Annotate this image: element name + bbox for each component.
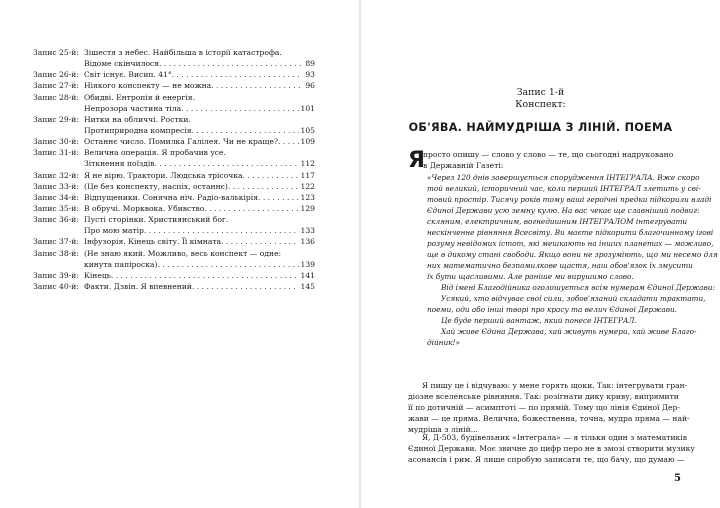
toc-entry-label: Запис 29-й:	[33, 114, 79, 124]
toc-title-text: Зішестя з небес. Найбільша в історії катастрофа.	[84, 48, 282, 57]
toc-entry-label: Запис 39-й:	[33, 270, 79, 280]
toc-page-number: 109	[300, 137, 315, 147]
chapter-subtitle: Конспект:	[515, 99, 566, 110]
main2-line: асонансів і рим. Я лише спробую записати те, що бачу, що думаю —	[408, 455, 685, 464]
table-of-contents	[33, 47, 315, 292]
toc-entry-label: Запис 37-й:	[33, 237, 79, 247]
toc-entry-label: Запис 27-й:	[33, 81, 79, 91]
toc-entry-label: Запис 28-й:	[33, 92, 79, 102]
toc-title-text: Відпущеники. Сонячна ніч. Радіо-валькірія	[84, 192, 259, 202]
toc-leader-dots	[211, 80, 303, 91]
toc-entry-label: Запис 33-й:	[33, 181, 79, 191]
left-page	[0, 0, 359, 508]
page-number: 5	[674, 473, 681, 484]
toc-row	[33, 248, 315, 259]
quote-line: Від імені Благодійника оголошується всім нумерам Єдиної Держави:	[441, 283, 715, 292]
toc-entry-title	[84, 158, 315, 169]
chapter-title: ОБ'ЯВА. НАЙМУДРІША З ЛІНІЙ. ПОЕМА	[408, 121, 673, 134]
toc-row	[33, 158, 315, 169]
toc-entry-title	[84, 103, 315, 114]
toc-leader-dots	[258, 192, 298, 203]
toc-page-number: 141	[300, 270, 315, 280]
main1-line: Я пишу це і відчуваю: у мене горять щоки. Так: інтегрувати гран-	[422, 381, 688, 390]
main2-line: Я, Д-503, будівельник «Інтеграла» — я тільки один з математиків	[422, 433, 687, 442]
toc-page-number: 122	[300, 181, 315, 191]
toc-title-text: кинута папіроска)	[84, 259, 158, 269]
toc-leader-dots	[228, 181, 299, 192]
toc-entry-title	[84, 181, 315, 192]
toc-entry-title	[84, 270, 315, 281]
toc-page-number: 139	[300, 259, 315, 269]
toc-entry-title	[84, 147, 315, 158]
toc-entry-title	[84, 281, 315, 292]
toc-page-number: 117	[300, 170, 315, 180]
quote-line: їх бути щасливими. Але раніше ми вирушимо слово.	[427, 272, 634, 281]
toc-entry-title	[84, 214, 315, 225]
toc-title-text: Пусті сторінки. Християнський бог.	[84, 215, 229, 225]
toc-entry-title	[84, 203, 315, 214]
body-paragraph-1	[408, 380, 690, 435]
toc-title-text: Велична операція. Я пробачив усе.	[84, 148, 226, 158]
quote-line: поеми, оди або інші творі про красу та велич Єдиної Держави.	[427, 305, 677, 314]
toc-entry-title	[84, 170, 315, 181]
toc-leader-dots	[157, 259, 298, 270]
toc-title-text: Останнє число. Помилка Галілея. Чи не краще?	[84, 137, 279, 147]
body-paragraph-2	[408, 432, 695, 465]
toc-row	[33, 69, 315, 80]
toc-entry-label: Запис 31-й:	[33, 148, 79, 158]
toc-title-text: (Не знаю який. Можливо, весь конспект — одне:	[84, 248, 282, 258]
toc-title-text: Відоме скінчилося	[84, 59, 160, 69]
toc-entry-title	[84, 69, 315, 80]
toc-title-text: Інфузорія. Кінець світу. Її кімната	[84, 237, 222, 247]
toc-page-number: 136	[300, 237, 315, 247]
toc-title-text: Світ існує. Висип. 41°	[84, 70, 172, 80]
quote-line: Це буде перший вантаж, який понесе ІНТЕГРАЛ.	[441, 316, 637, 325]
toc-title-text: Кінець	[84, 270, 111, 280]
quote-line: товий простір. Тисячу років тому ваші героїчні предки підкорили владі	[427, 195, 712, 204]
toc-entry-label: Запис 34-й:	[33, 192, 79, 202]
toc-leader-dots	[204, 203, 298, 214]
toc-page-number: 105	[300, 125, 315, 135]
toc-entry-label: Запис 40-й:	[33, 281, 79, 291]
drop-cap: Я	[408, 148, 425, 173]
toc-row	[33, 136, 315, 147]
toc-page-number: 129	[300, 203, 315, 213]
main1-line: мудріша з ліній...	[408, 425, 478, 434]
toc-row	[33, 47, 315, 58]
toc-entry-title	[84, 236, 315, 247]
toc-page-number: 93	[305, 70, 315, 80]
toc-entry-title	[84, 80, 315, 91]
quote-line: них математично безпомилкове щастя, наш обов'язок їх змусити	[427, 261, 693, 270]
toc-leader-dots	[192, 125, 299, 136]
toc-entry-label: Запис 35-й:	[33, 203, 79, 213]
intro-line: просто опишу — слово у слово — те, що сьогодні надруковано	[423, 150, 674, 159]
main2-line: Єдиної Держави. Моє звичне до цифр перо не в змозі створити музику	[408, 444, 695, 453]
toc-title-text: Про мою матір	[84, 226, 144, 236]
toc-title-text: Я не вірю. Трактори. Людська трісочка	[84, 170, 243, 180]
toc-entry-title	[84, 248, 315, 259]
toc-page-number: 145	[300, 281, 315, 291]
toc-entry-label: Запис 25-й:	[33, 48, 79, 57]
toc-title-text: Факти. Дзвін. Я впевнений	[84, 281, 192, 291]
toc-title-text: Нитки на обличчі. Ростки.	[84, 114, 191, 124]
toc-entry-label: Запис 36-й:	[33, 215, 79, 225]
quote-line: «Через 120 днів завершується спорудження ІНТЕГРАЛА. Вже скоро	[427, 173, 700, 182]
toc-row	[33, 270, 315, 281]
newspaper-quote	[427, 173, 718, 349]
toc-entry-title	[84, 259, 315, 270]
toc-page-number: 112	[300, 159, 315, 169]
intro-line: в Державній Газеті:	[423, 161, 504, 170]
toc-row	[33, 281, 315, 292]
toc-entry-title	[84, 225, 315, 236]
toc-row	[33, 147, 315, 158]
quote-line: Усякий, хто відчуває свої сили, зобов'язаний складати трактати,	[441, 294, 706, 303]
toc-entry-label: Запис 32-й:	[33, 170, 79, 180]
toc-row	[33, 92, 315, 103]
toc-leader-dots	[243, 170, 299, 181]
toc-page-number: 123	[300, 192, 315, 202]
toc-page-number: 96	[305, 81, 315, 91]
quote-line: скляним, електричним, вогнедишним ІНТЕГРАЛОМ інтегрувати	[427, 217, 688, 226]
toc-leader-dots	[111, 270, 299, 281]
main1-line: її по дотичній — асимптоті — по прямій. Тому що лінія Єдиної Дер-	[408, 403, 680, 412]
toc-leader-dots	[221, 236, 298, 247]
toc-row	[33, 58, 315, 69]
toc-row	[33, 259, 315, 270]
toc-row	[33, 181, 315, 192]
toc-page-number: 133	[300, 226, 315, 236]
toc-leader-dots	[172, 69, 304, 80]
toc-entry-title	[84, 114, 315, 125]
right-page	[361, 0, 720, 508]
toc-title-text: Протиприродна компресія	[84, 125, 192, 135]
toc-title-text: Зіткнення поїздів	[84, 159, 155, 169]
toc-leader-dots	[144, 225, 299, 236]
toc-entry-label: Запис 38-й:	[33, 248, 79, 258]
toc-row	[33, 236, 315, 247]
toc-entry-label: Запис 30-й:	[33, 137, 79, 147]
toc-title-text: Ніякого конспекту — не можна	[84, 81, 212, 91]
toc-leader-dots	[155, 158, 299, 169]
quote-line: Єдиної Держави усю земну кулю. На вас чекає ще славніший подвиг:	[427, 206, 700, 215]
toc-entry-label: Запис 26-й:	[33, 70, 79, 80]
toc-row	[33, 114, 315, 125]
toc-entry-title	[84, 58, 315, 69]
toc-entry-title	[84, 125, 315, 136]
quote-line: розуму невідомих істот, які мешкають на інших планетах — можливо,	[427, 239, 714, 248]
toc-row	[33, 80, 315, 91]
toc-entry-title	[84, 192, 315, 203]
quote-line: ще в дикому стані свободи. Якщо вони не зрозуміють, що ми несемо для	[427, 250, 718, 259]
quote-line: нескінченне рівняння Всесвіту. Ви маєте підкорити благочинному ігові	[427, 228, 714, 237]
toc-leader-dots	[192, 281, 299, 292]
toc-row	[33, 170, 315, 181]
toc-leader-dots	[181, 103, 298, 114]
quote-line: Хай живе Єдина Держава, хай живуть нумери, хай живе Благо-	[441, 327, 697, 336]
toc-row	[33, 203, 315, 214]
toc-page-number: 89	[305, 59, 315, 69]
toc-row	[33, 192, 315, 203]
toc-leader-dots	[278, 136, 298, 147]
toc-row	[33, 214, 315, 225]
toc-title-text: Непрозора частина тіла	[84, 103, 182, 113]
toc-title-text: (Це без конспекту, наспіх, останнє)	[84, 181, 228, 191]
main1-line: жави — це пряма. Велична, божественна, точна, мудра пряма — най-	[408, 414, 690, 423]
toc-page-number: 101	[300, 103, 315, 113]
toc-title-text: Обидві. Ентропія й енергія.	[84, 92, 195, 102]
toc-row	[33, 225, 315, 236]
intro-paragraph	[423, 149, 673, 171]
toc-entry-title	[84, 47, 315, 58]
toc-title-text: В обручі. Морквока. Убивство	[84, 203, 205, 213]
chapter-number: Запис 1-й	[516, 87, 565, 98]
toc-entry-title	[84, 136, 315, 147]
toc-row	[33, 103, 315, 114]
quote-line: той великий, історичний час, коли перший ІНТЕГРАЛ злетить у сві-	[427, 184, 701, 193]
main1-line: діозне вселенське рівняння. Так: розігнати дику криву, випрямити	[408, 392, 679, 401]
toc-entry-title	[84, 92, 315, 103]
toc-row	[33, 125, 315, 136]
quote-line: дійник!»	[427, 338, 460, 347]
toc-leader-dots	[159, 58, 303, 69]
